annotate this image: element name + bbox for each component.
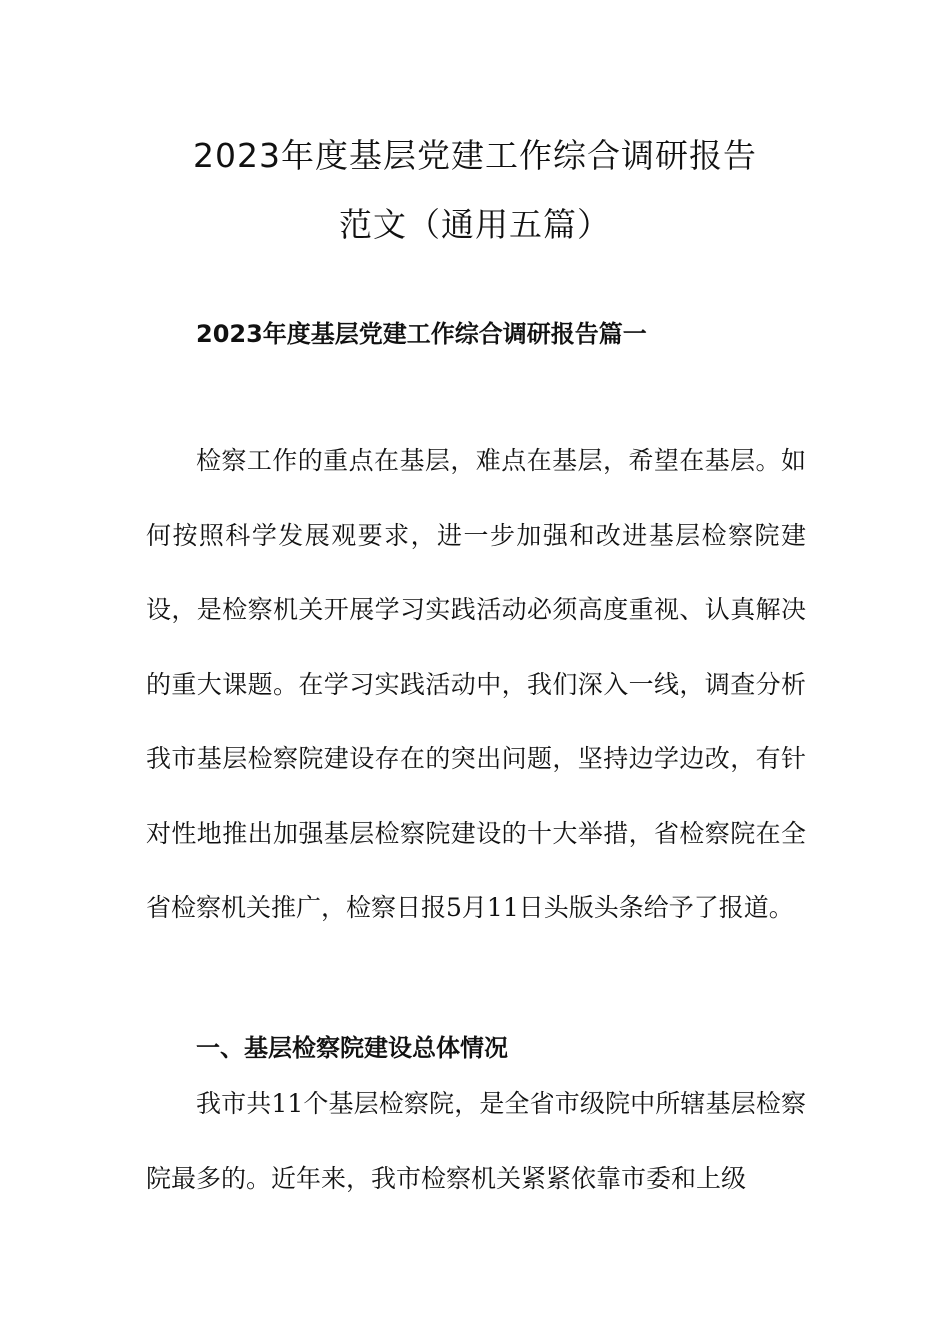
- body-paragraph-1: 检察工作的重点在基层，难点在基层，希望在基层。如何按照科学发展观要求，进一步加强和改进基层检察院建设，是检察机关开展学习实践活动必须高度重视、认真解决的重大课题。在学习实践活动中，我们深入一线，调查分析我市基层检察院建设存在的突出问题，坚持边学边改，有针对性地推出加强基层检察院建设的十大举措，省检察院在全省检察机关推广，检察日报5月11日头版头条给予了报道。: [146, 446, 806, 922]
- chapter-subtitle: 2023年度基层党建工作综合调研报告篇一: [196, 320, 647, 348]
- document-title-line-1: 2023年度基层党建工作综合调研报告: [193, 136, 757, 175]
- document-title-line-2: 范文（通用五篇）: [339, 205, 611, 244]
- body-paragraph-2: 我市共11个基层检察院，是全省市级院中所辖基层检察院最多的。近年来，我市检察机关紧紧依靠市委和上级: [146, 1089, 806, 1193]
- section-heading-1: 一、基层检察院建设总体情况: [196, 1034, 508, 1062]
